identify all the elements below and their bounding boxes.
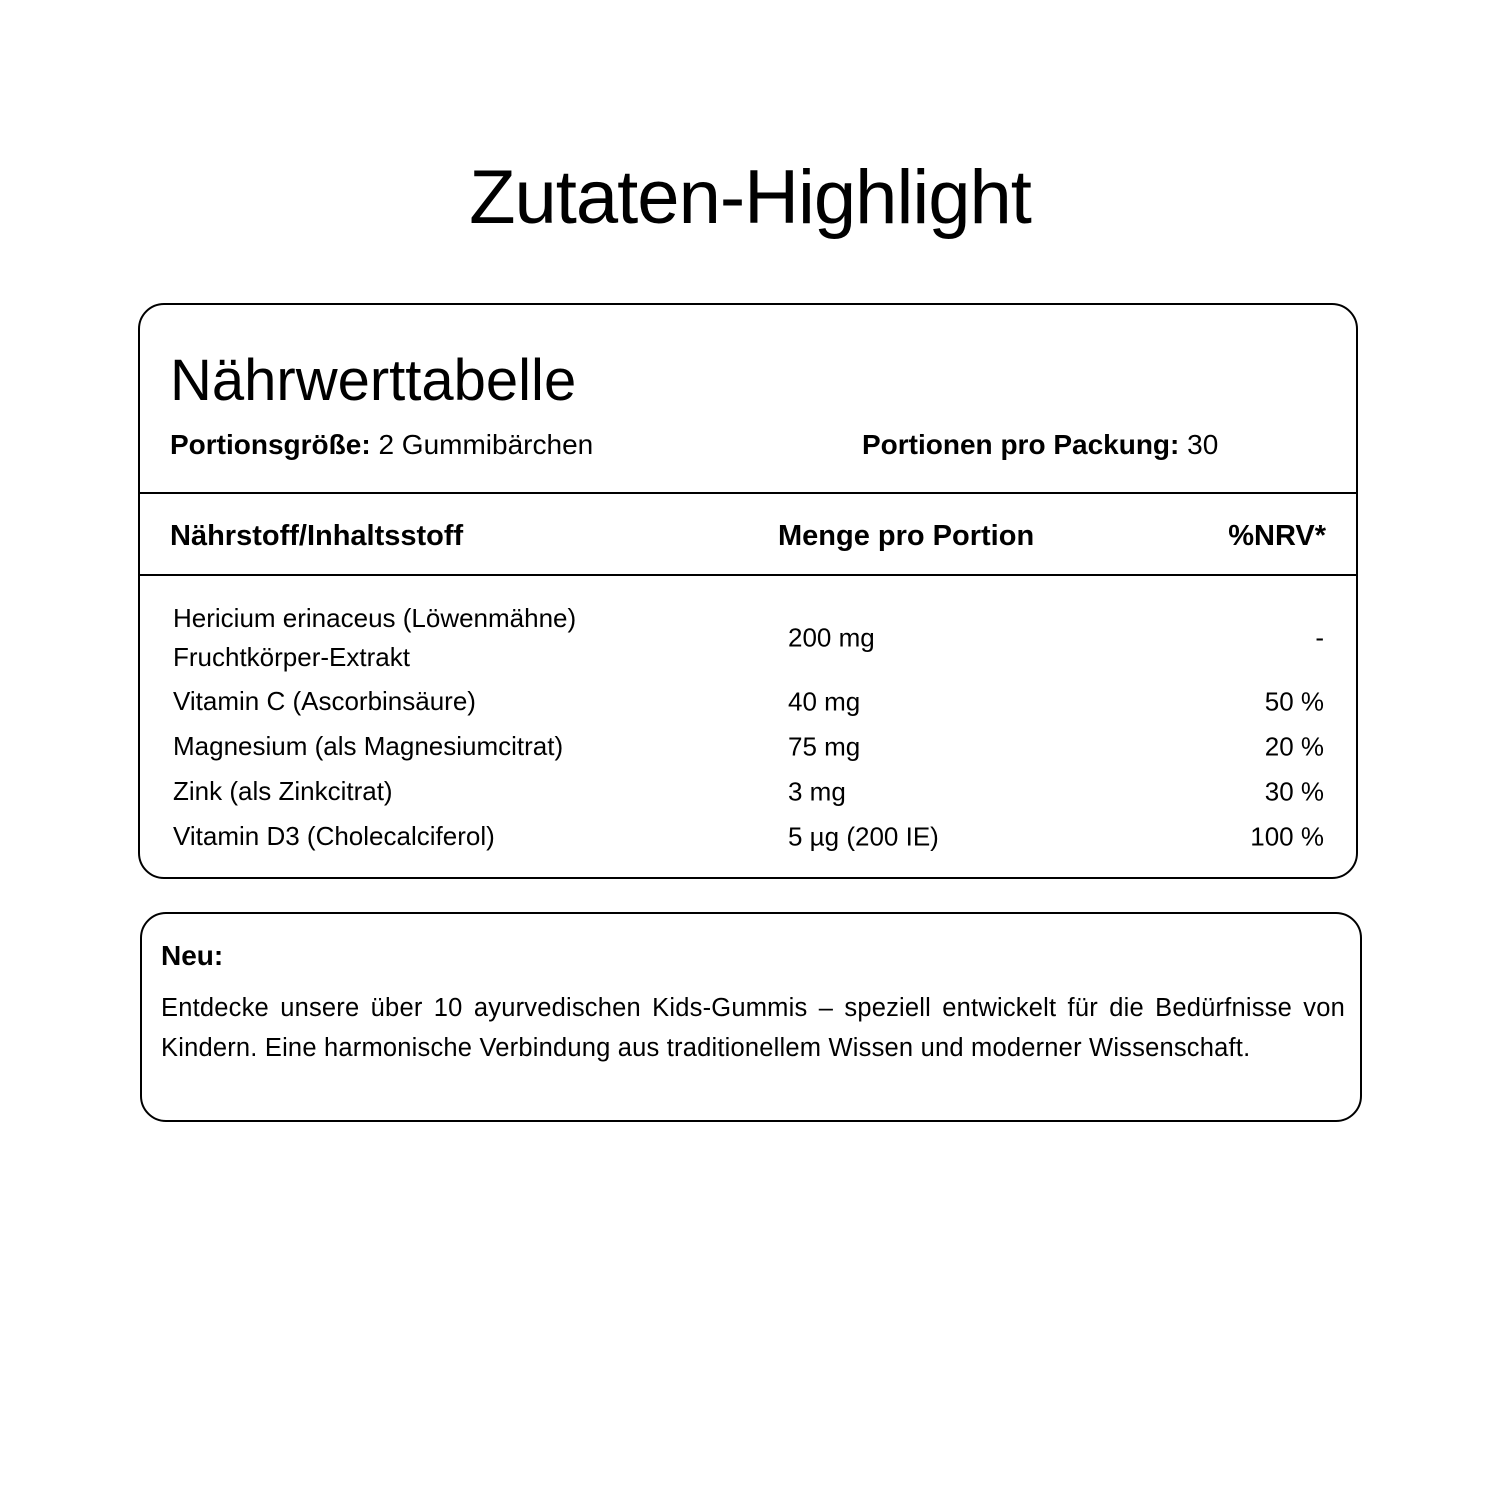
nutrient-nrv: 20 % <box>1264 731 1324 761</box>
nutrition-table-card <box>138 303 1358 879</box>
table-row <box>140 679 1356 724</box>
nutrient-nrv: 100 % <box>1250 821 1324 851</box>
nutrition-table-heading: Nährwerttabelle <box>170 348 577 413</box>
serving-size-value: 2 Gummibärchen <box>378 429 594 460</box>
nutrient-amount: 3 mg <box>788 776 846 806</box>
nutrient-amount: 40 mg <box>788 686 861 716</box>
nutrient-nrv: - <box>1315 622 1324 653</box>
nutrition-rows <box>140 597 1356 859</box>
table-row <box>140 597 1356 679</box>
servings-per-pack-label: Portionen pro Packung: <box>862 429 1180 460</box>
nutrient-nrv: 50 % <box>1264 686 1324 716</box>
column-header-amount: Menge pro Portion <box>778 520 1035 552</box>
serving-size <box>170 427 593 463</box>
nutrient-amount: 5 µg (200 IE) <box>788 821 939 851</box>
nutrient-name: Magnesium (als Magnesiumcitrat) <box>173 731 564 761</box>
news-text: Entdecke unsere über 10 ayurvedischen Kids-Gummis – speziell entwickelt für die Bedürfnisse von Kindern. Eine harmonische Verbindung aus traditionellem Wissen und moderner Wissenschaft. <box>161 994 1345 1062</box>
nutrient-name: Vitamin D3 (Cholecalciferol) <box>173 821 495 851</box>
nutrient-name <box>173 599 693 677</box>
servings-per-pack <box>862 427 1218 463</box>
column-header-nrv: %NRV* <box>1228 520 1326 552</box>
column-header-nutrient: Nährstoff/Inhaltsstoff <box>170 520 464 552</box>
table-row <box>140 769 1356 814</box>
news-card <box>140 912 1362 1122</box>
nutrient-amount: 75 mg <box>788 731 861 761</box>
divider <box>140 574 1356 576</box>
nutrient-nrv: 30 % <box>1264 776 1324 806</box>
news-title: Neu: <box>161 940 224 971</box>
nutrient-name: Vitamin C (Ascorbinsäure) <box>173 686 476 716</box>
table-row <box>140 724 1356 769</box>
divider <box>140 492 1356 494</box>
nutrient-name-line: Hericium erinaceus (Löwenmähne) <box>173 603 577 633</box>
table-row <box>140 814 1356 859</box>
nutrient-amount: 200 mg <box>788 622 875 653</box>
page-title: Zutaten-Highlight <box>469 155 1031 240</box>
nutrient-name: Zink (als Zinkcitrat) <box>173 776 393 806</box>
servings-per-pack-value: 30 <box>1187 429 1219 460</box>
nutrient-name-line: Fruchtkörper-Extrakt <box>173 642 410 672</box>
serving-size-label: Portionsgröße: <box>170 429 371 460</box>
